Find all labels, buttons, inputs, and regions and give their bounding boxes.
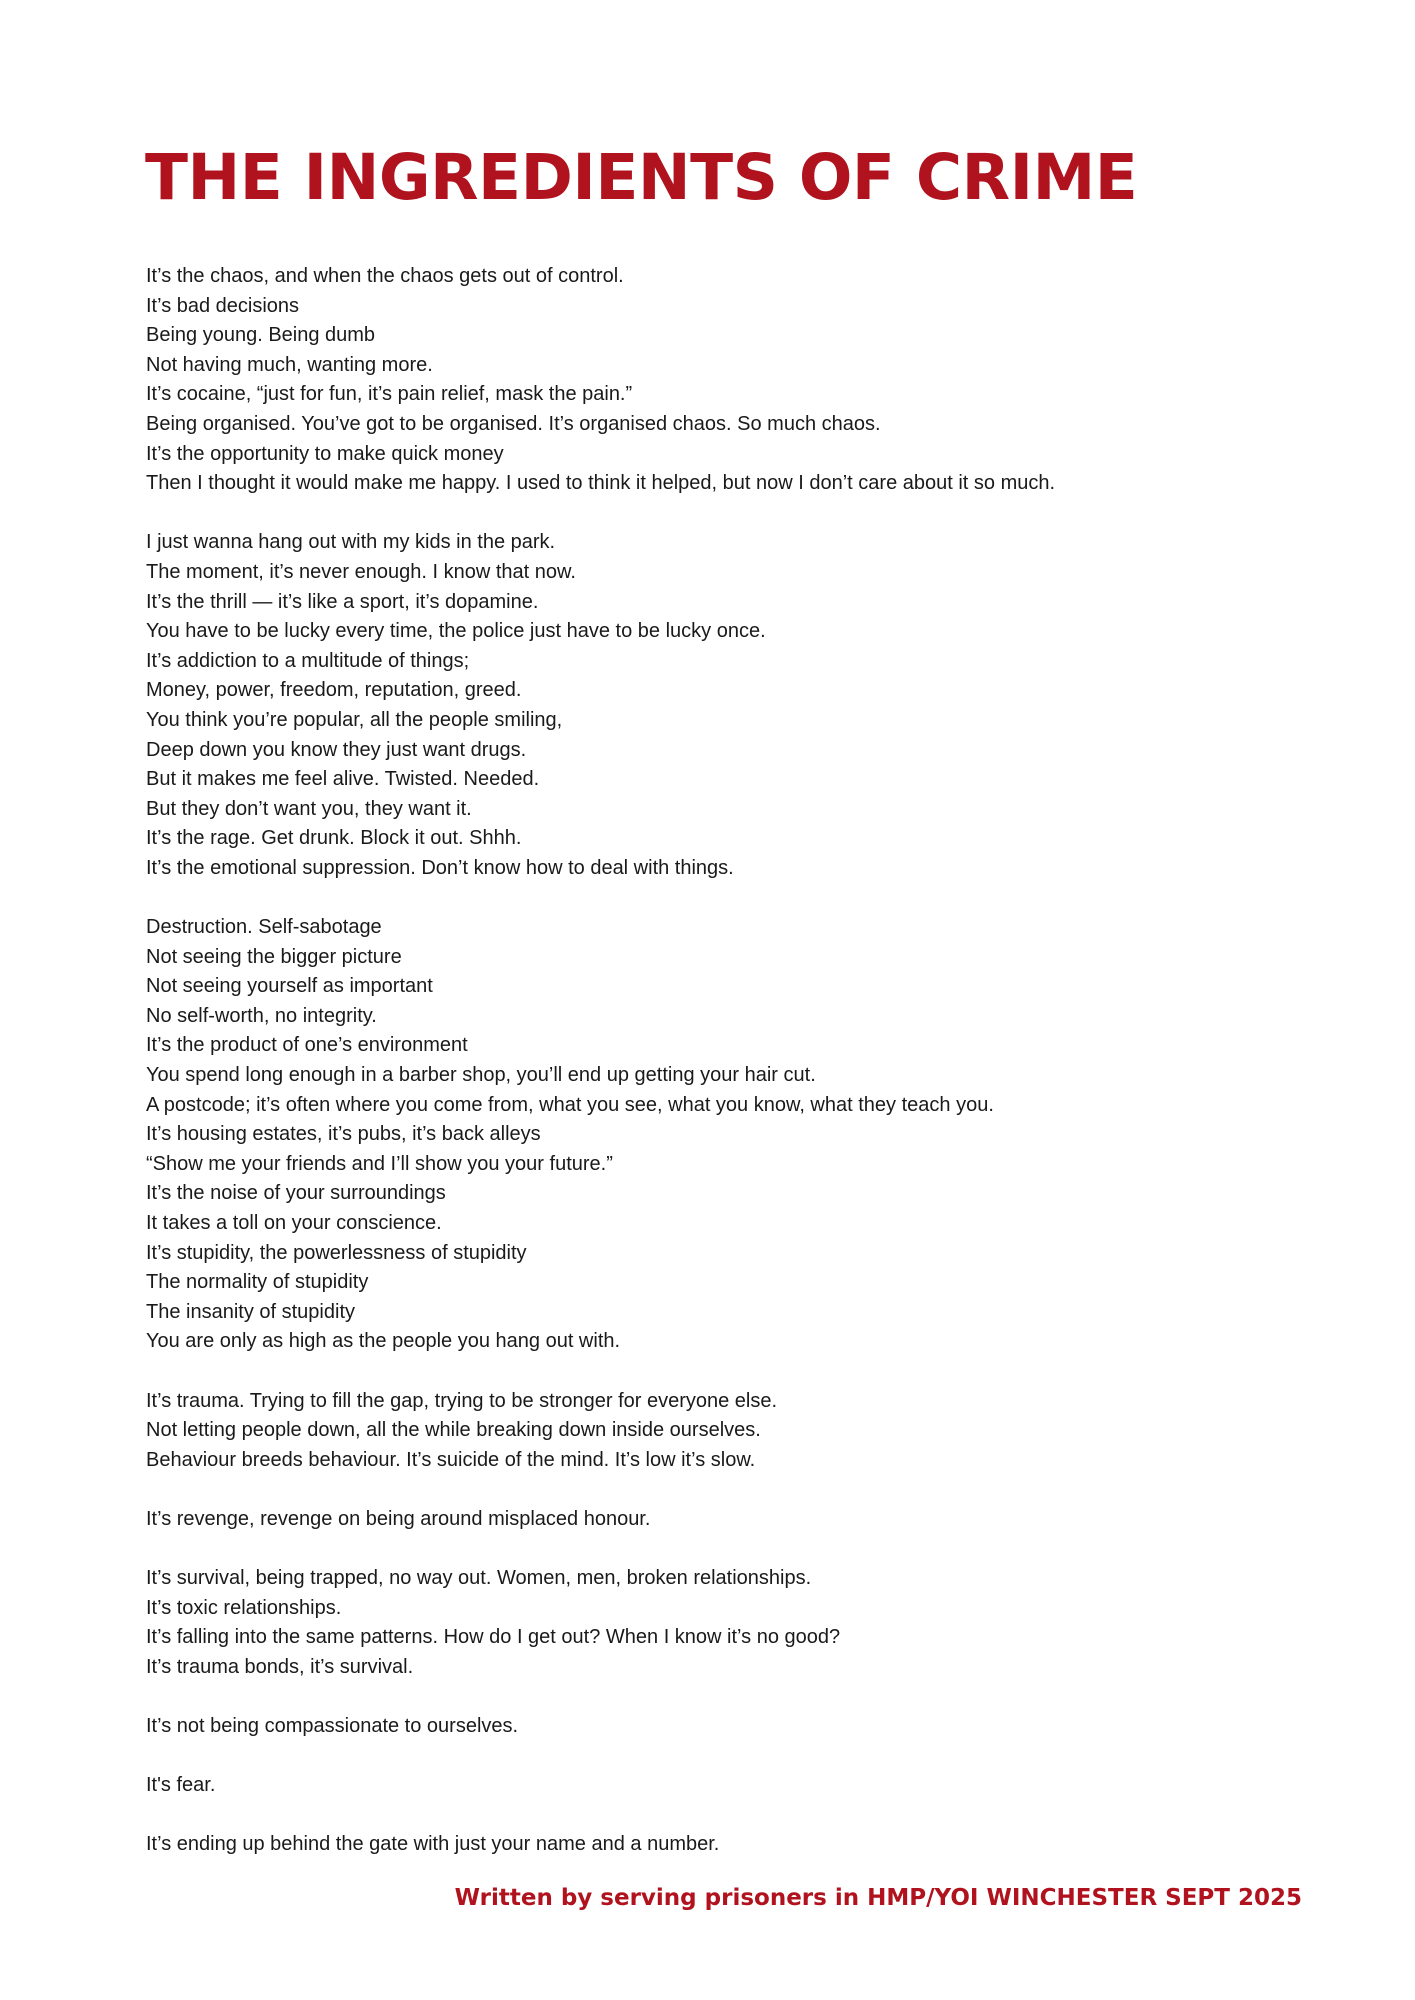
poem-line: It’s falling into the same patterns. How do I get out? When I know it’s no good?	[146, 1626, 841, 1649]
poem-line: It’s stupidity, the powerlessness of stupidity	[146, 1241, 527, 1264]
poem-line: I just wanna hang out with my kids in the park.	[146, 531, 556, 554]
poem-stanza	[146, 1830, 1326, 1860]
poem-stanza	[146, 1564, 1326, 1682]
poem-stanza	[146, 1712, 1326, 1742]
poem-line: Not seeing yourself as important	[146, 975, 433, 998]
poem-line: Money, power, freedom, reputation, greed.	[146, 679, 522, 702]
author-credit: Written by serving prisoners in HMP/YOI WINCHESTER SEPT 2025	[454, 1885, 1302, 1911]
poem-line: It’s the opportunity to make quick money	[146, 442, 504, 465]
poem-stanza	[146, 1505, 1326, 1535]
poem-line: You spend long enough in a barber shop, you’ll end up getting your hair cut.	[146, 1064, 816, 1087]
poem-line: Then I thought it would make me happy. I used to think it helped, but now I don’t care about it so much.	[146, 472, 1056, 495]
poem-line: You think you’re popular, all the people smiling,	[146, 708, 563, 731]
poem-line: A postcode; it’s often where you come from, what you see, what you know, what they teach you.	[146, 1093, 994, 1116]
poem-stanza	[146, 1771, 1326, 1801]
poem-line: Behaviour breeds behaviour. It’s suicide of the mind. It’s low it’s slow.	[146, 1448, 756, 1471]
poem-line: It’s cocaine, “just for fun, it’s pain relief, mask the pain.”	[146, 383, 633, 406]
poem-line: But they don’t want you, they want it.	[146, 797, 472, 820]
poem-line: It takes a toll on your conscience.	[146, 1212, 442, 1234]
poem-line: It’s the rage. Get drunk. Block it out. Shhh.	[146, 827, 522, 850]
poem-line: It’s trauma bonds, it’s survival.	[146, 1655, 414, 1678]
poem-line: It’s the noise of your surroundings	[146, 1182, 446, 1205]
poem-line: No self-worth, no integrity.	[146, 1004, 377, 1027]
poem-line: Not having much, wanting more.	[146, 353, 433, 376]
poem-line: You are only as high as the people you hang out with.	[146, 1330, 621, 1353]
poem-stanza	[146, 913, 1326, 1357]
poem-line: It’s addiction to a multitude of things;	[146, 649, 470, 672]
poem-line: It’s the thrill — it’s like a sport, it’s dopamine.	[146, 590, 539, 613]
poem-line: Deep down you know they just want drugs.	[146, 738, 527, 761]
poem-line: Not seeing the bigger picture	[146, 945, 402, 968]
poem-line: It’s survival, being trapped, no way out. Women, men, broken relationships.	[146, 1567, 812, 1590]
poem-line: It’s trauma. Trying to fill the gap, trying to be stronger for everyone else.	[146, 1389, 778, 1412]
poem-line: But it makes me feel alive. Twisted. Needed.	[146, 768, 540, 791]
poem-line: You have to be lucky every time, the police just have to be lucky once.	[146, 620, 766, 643]
poem-line: Not letting people down, all the while breaking down inside ourselves.	[146, 1419, 761, 1442]
poem-line: Destruction. Self-sabotage	[146, 916, 382, 939]
poem-line: It’s bad decisions	[146, 294, 300, 317]
poem-stanza	[146, 1387, 1326, 1476]
poem-line: The moment, it’s never enough. I know that now.	[146, 560, 576, 583]
poem-line: It’s the emotional suppression. Don’t know how to deal with things.	[146, 856, 734, 879]
poem-line: It’s ending up behind the gate with just your name and a number.	[146, 1833, 720, 1856]
poem-line: It’s housing estates, it’s pubs, it’s back alleys	[146, 1123, 541, 1146]
page-title: THE INGREDIENTS OF CRIME	[145, 141, 1138, 214]
poem-line: The normality of stupidity	[146, 1271, 369, 1294]
poem-stanza	[146, 262, 1326, 499]
poem-line: It’s revenge, revenge on being around misplaced honour.	[146, 1507, 651, 1530]
poem-stanza	[146, 528, 1326, 883]
poem-line: It's fear.	[146, 1774, 216, 1797]
poem-line: It’s not being compassionate to ourselves.	[146, 1715, 519, 1738]
poem-line: It’s the product of one’s environment	[146, 1034, 468, 1057]
poem-body	[146, 262, 1326, 1890]
poem-line: “Show me your friends and I’ll show you your future.”	[146, 1152, 613, 1175]
poem-line: The insanity of stupidity	[146, 1300, 355, 1323]
poem-line: It’s toxic relationships.	[146, 1596, 342, 1619]
poem-line: Being young. Being dumb	[146, 324, 376, 347]
poem-line: It’s the chaos, and when the chaos gets out of control.	[146, 265, 624, 287]
poem-line: Being organised. You’ve got to be organised. It’s organised chaos. So much chaos.	[146, 412, 881, 435]
